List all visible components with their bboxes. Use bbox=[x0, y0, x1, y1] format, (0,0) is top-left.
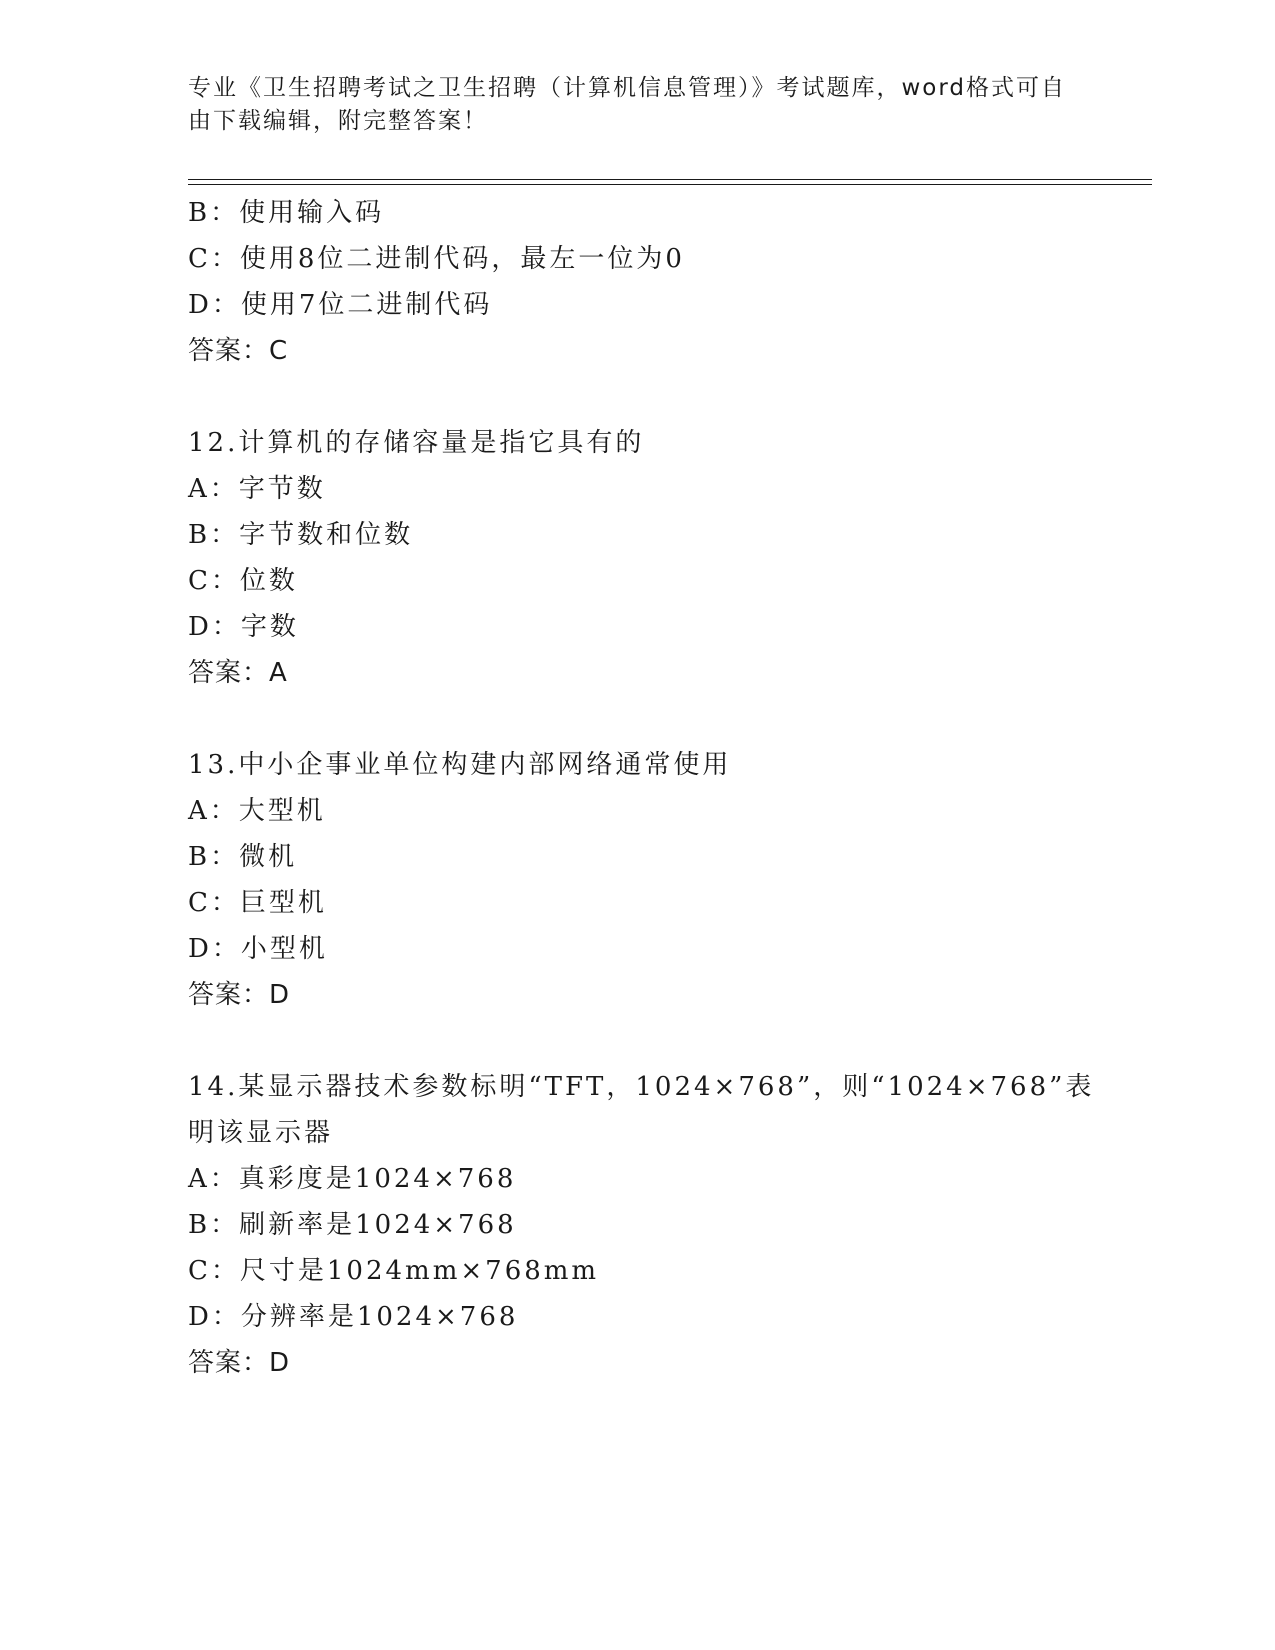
option-d: D：小型机 bbox=[188, 934, 328, 964]
question-12 bbox=[188, 420, 1068, 696]
option-d: D：分辨率是1024×768 bbox=[188, 1302, 519, 1332]
answer-line: 答案：D bbox=[188, 1348, 291, 1378]
header-line-1: 专业《卫生招聘考试之卫生招聘（计算机信息管理）》考试题库，word格式可自 bbox=[188, 75, 1067, 101]
option-c: C：位数 bbox=[188, 566, 298, 596]
question-14 bbox=[188, 1064, 1095, 1386]
option-d: D：字数 bbox=[188, 612, 299, 642]
question-list bbox=[188, 190, 1095, 1386]
answer-line: 答案：D bbox=[188, 980, 291, 1010]
question-11-tail bbox=[188, 190, 1068, 374]
option-c: C：尺寸是1024mm×768mm bbox=[188, 1256, 600, 1286]
spacer bbox=[188, 1018, 1068, 1064]
question-stem: 13.中小企事业单位构建内部网络通常使用 bbox=[188, 750, 732, 780]
spacer bbox=[188, 696, 1068, 742]
option-b: B：微机 bbox=[188, 842, 298, 872]
option-b: B：刷新率是1024×768 bbox=[188, 1210, 517, 1240]
question-13 bbox=[188, 742, 1068, 1018]
option-a: A：大型机 bbox=[188, 796, 326, 826]
question-stem-line-1: 14.某显示器技术参数标明“TFT，1024×768”，则“1024×768”表 bbox=[188, 1072, 1095, 1102]
spacer bbox=[188, 374, 1068, 420]
option-b: B：使用输入码 bbox=[188, 198, 385, 228]
answer-line: 答案：C bbox=[188, 336, 289, 366]
question-stem-line-2: 明该显示器 bbox=[188, 1118, 334, 1148]
header-divider-top bbox=[188, 179, 1152, 180]
option-c: C：巨型机 bbox=[188, 888, 327, 918]
header-line-2: 由下载编辑，附完整答案！ bbox=[188, 108, 488, 134]
option-d: D：使用7位二进制代码 bbox=[188, 290, 493, 320]
answer-line: 答案：A bbox=[188, 658, 288, 688]
document-header bbox=[188, 72, 1068, 138]
header-divider-bottom bbox=[188, 184, 1152, 185]
option-b: B：字节数和位数 bbox=[188, 520, 414, 550]
option-a: A：字节数 bbox=[188, 474, 326, 504]
option-a: A：真彩度是1024×768 bbox=[188, 1164, 517, 1194]
question-stem: 12.计算机的存储容量是指它具有的 bbox=[188, 428, 645, 458]
option-c: C：使用8位二进制代码，最左一位为0 bbox=[188, 244, 685, 274]
